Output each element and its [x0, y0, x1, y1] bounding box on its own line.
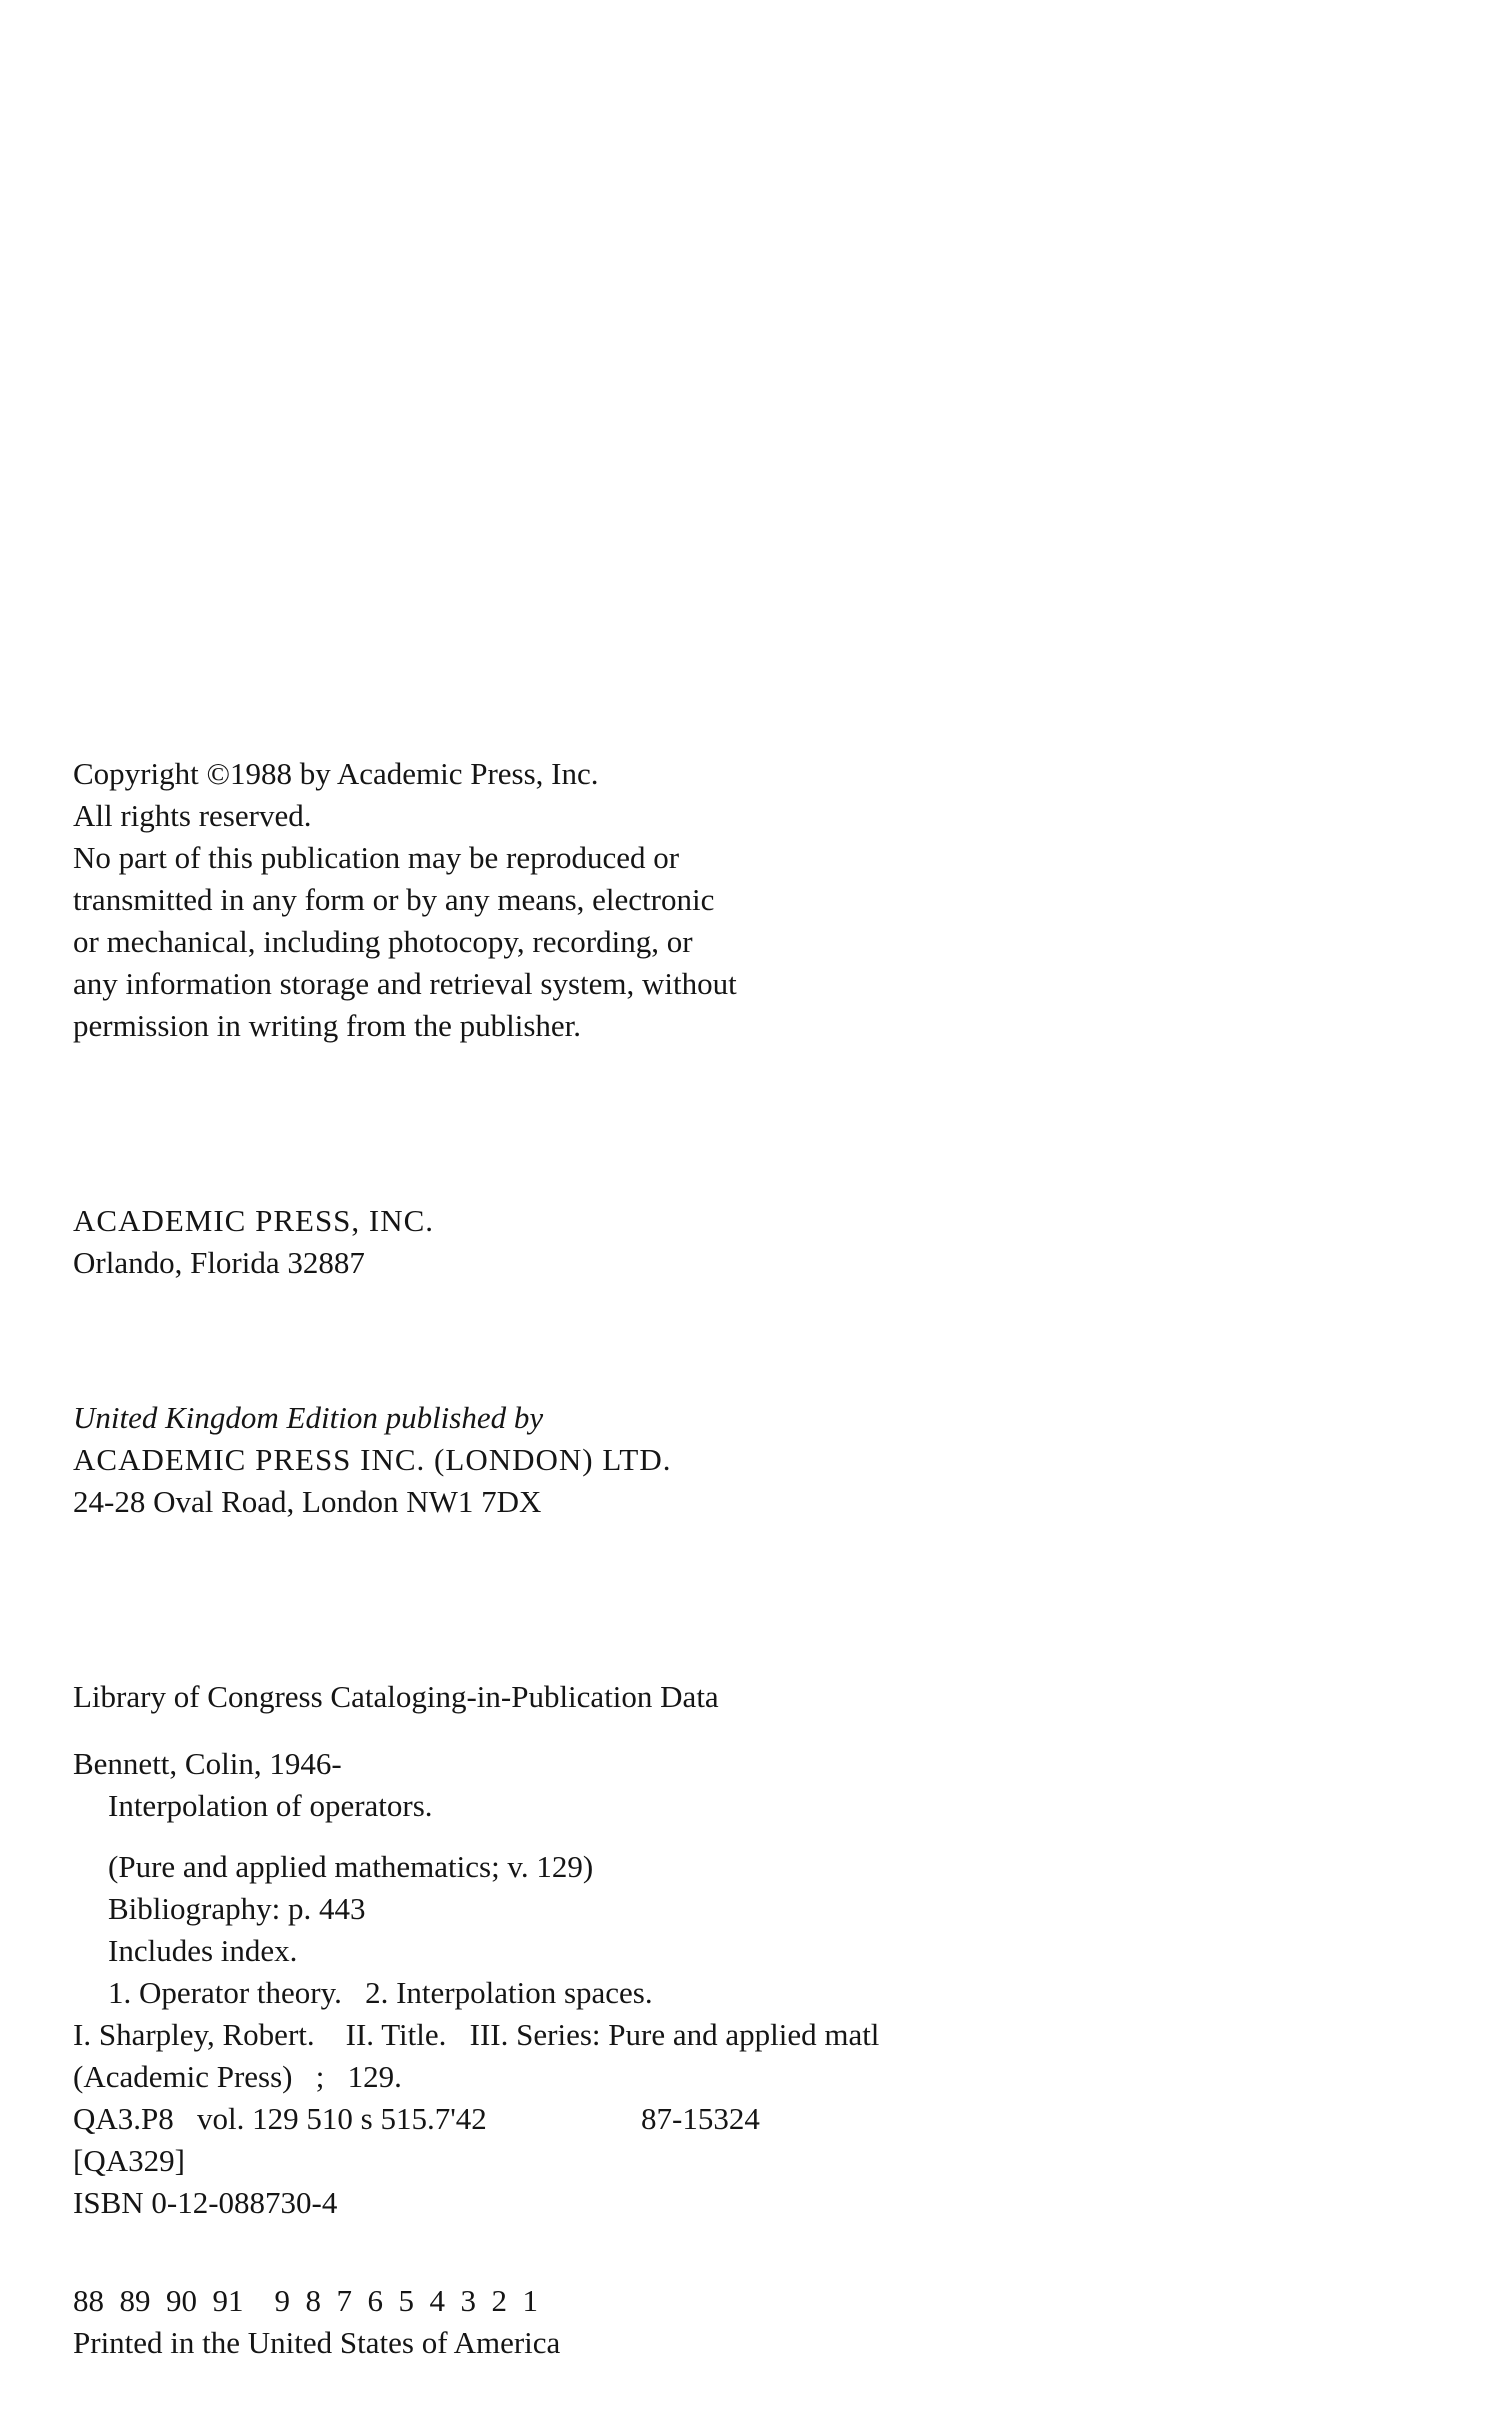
uk-edition-intro: United Kingdom Edition published by [73, 1400, 544, 1435]
cip-call-number: QA3.P8 vol. 129 510 s 515.7'42 [73, 2101, 487, 2136]
copyright-line: Copyright ©1988 by Academic Press, Inc. [73, 756, 599, 791]
cip-author: Bennett, Colin, 1946- [73, 1746, 342, 1781]
printing-numbers: 88 89 90 91 9 8 7 6 5 4 3 2 1 [73, 2283, 538, 2318]
copyright-notice-line: any information storage and retrieval system, without [73, 966, 737, 1001]
copyright-notice-line: or mechanical, including photocopy, recording, or [73, 924, 693, 959]
cip-bibliography: Bibliography: p. 443 [108, 1891, 366, 1926]
cip-alt-call-number: [QA329] [73, 2143, 185, 2178]
copyright-notice-line: No part of this publication may be reproduced or [73, 840, 680, 875]
printed-in-line: Printed in the United States of America [73, 2325, 561, 2360]
uk-publisher-address: 24-28 Oval Road, London NW1 7DX [73, 1484, 542, 1519]
rights-reserved-line: All rights reserved. [73, 798, 312, 833]
cip-index-note: Includes index. [108, 1933, 298, 1968]
cip-isbn: ISBN 0-12-088730-4 [73, 2185, 338, 2220]
cip-series-continuation: (Academic Press) ; 129. [73, 2059, 402, 2094]
cip-lccn: 87-15324 [641, 2101, 760, 2136]
uk-publisher-name: ACADEMIC PRESS INC. (LONDON) LTD. [73, 1442, 672, 1477]
us-publisher-address: Orlando, Florida 32887 [73, 1245, 365, 1280]
cip-series-note: (Pure and applied mathematics; v. 129) [108, 1849, 594, 1884]
copyright-notice-line: transmitted in any form or by any means, electronic [73, 882, 715, 917]
cip-subjects: 1. Operator theory. 2. Interpolation spaces. [108, 1975, 653, 2010]
us-publisher-name: ACADEMIC PRESS, INC. [73, 1203, 435, 1238]
cip-title: Interpolation of operators. [108, 1788, 433, 1823]
copyright-notice-line: permission in writing from the publisher. [73, 1008, 582, 1043]
cip-heading: Library of Congress Cataloging-in-Publication Data [73, 1679, 719, 1714]
cip-added-entries: I. Sharpley, Robert. II. Title. III. Series: Pure and applied matl [73, 2017, 880, 2052]
